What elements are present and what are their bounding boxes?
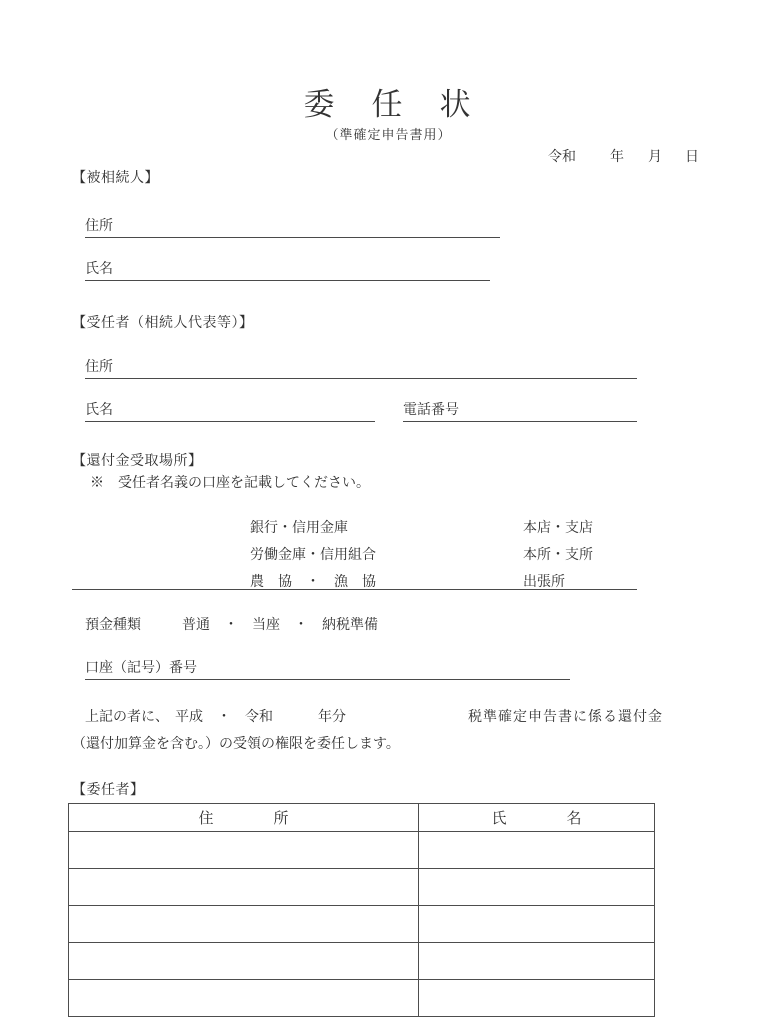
decedent-address-label: 住所 [85,218,113,234]
delegators-table-header-row [69,804,655,832]
form-title: 委 任 状 [303,87,474,123]
agent-address-label: 住所 [85,359,113,375]
delegator-row [69,832,655,869]
delegator-name-cell [419,943,655,980]
agent-phone-label: 電話番号 [403,402,459,418]
delegator-address-cell [69,943,419,980]
delegator-name-cell [419,980,655,1017]
refund-note: ※ 受任者名義の口座を記載してください。 [90,475,370,491]
bank-institution-row3: 農 協 ・ 漁 協 [250,574,376,590]
delegator-row [69,869,655,906]
deposit-type-label: 預金種類 [85,617,141,633]
delegators-table [68,803,655,1017]
form-subtitle: （準確定申告書用） [325,128,452,143]
agent-section-heading: 【受任者（相続人代表等）】 [72,315,254,331]
date-day-label: 日 [685,149,699,165]
bank-institution-row1: 銀行・信用金庫 [250,520,348,536]
delegator-name-cell [419,906,655,943]
bank-branch-row3: 出張所 [523,574,565,590]
agent-name-label: 氏名 [85,402,113,418]
delegator-name-cell [419,832,655,869]
delegator-address-cell [69,980,419,1017]
statement-lead: 上記の者に、 [85,709,169,725]
decedent-name-label: 氏名 [85,261,113,277]
date-month-label: 月 [648,149,662,165]
statement-tail: 税準確定申告書に係る還付金 [468,709,663,725]
agent-name-line [85,400,375,422]
delegator-address-cell [69,832,419,869]
delegators-section-heading: 【委任者】 [72,782,145,798]
decedent-section-heading: 【被相続人】 [72,170,159,186]
bank-institution-row2: 労働金庫・信用組合 [250,547,376,563]
agent-phone-line [403,400,637,422]
bank-block-underline [72,589,637,590]
account-number-label: 口座（記号）番号 [85,660,197,676]
account-number-line [85,658,570,680]
delegators-table-body [69,832,655,1017]
date-era-label: 令和 [548,149,576,165]
decedent-name-line [85,259,490,281]
bank-branch-row2: 本所・支所 [523,547,593,563]
date-year-label: 年 [610,149,624,165]
decedent-address-line [85,216,500,238]
delegators-address-header: 住 所 [69,804,419,832]
deposit-type-options: 普通 ・ 当座 ・ 納税準備 [182,617,378,633]
delegator-name-cell [419,869,655,906]
delegator-address-cell [69,869,419,906]
statement-year-label: 年分 [318,709,346,725]
delegator-address-cell [69,906,419,943]
delegators-name-header: 氏 名 [419,804,655,832]
statement-line2: （還付加算金を含む。）の受領の権限を委任します。 [72,736,400,752]
refund-section-heading: 【還付金受取場所】 [72,453,203,469]
bank-branch-row1: 本店・支店 [523,520,593,536]
statement-era-options: 平成 ・ 令和 [175,709,273,725]
delegator-row [69,980,655,1017]
delegator-row [69,906,655,943]
delegator-row [69,943,655,980]
agent-address-line [85,357,637,379]
